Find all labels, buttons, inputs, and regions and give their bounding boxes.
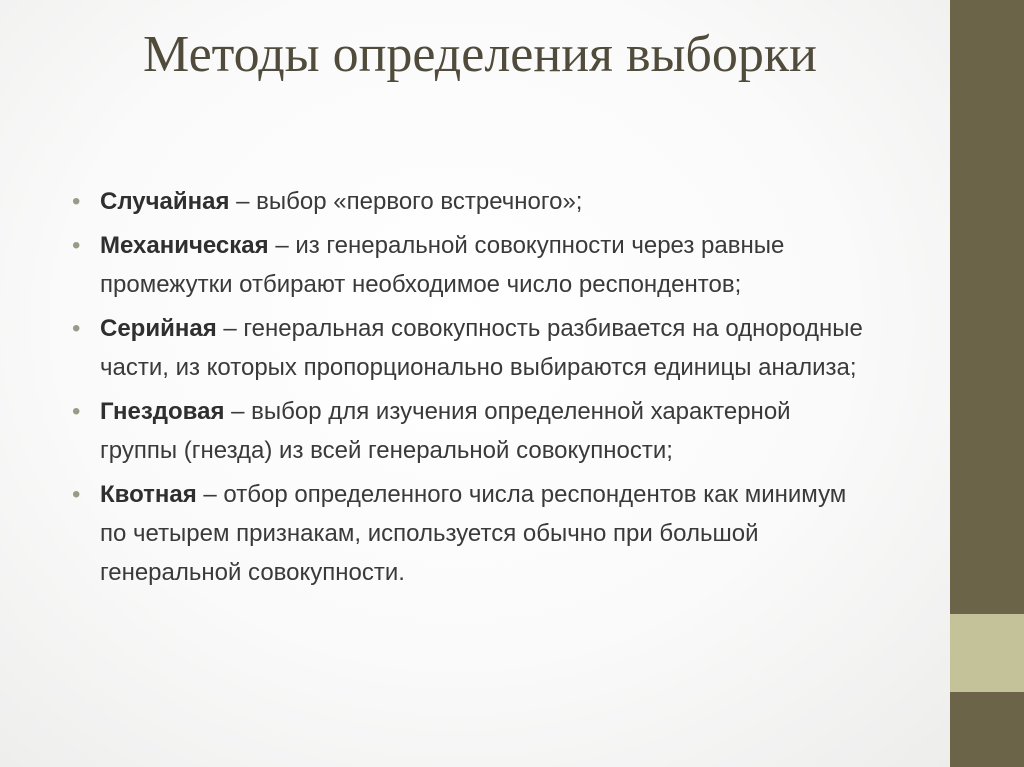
bullet-icon: • <box>72 188 81 215</box>
bullet-term: Квотная <box>100 481 197 508</box>
bullet-text: – выбор «первого встречного»; <box>229 188 583 215</box>
bullet-icon: • <box>72 398 81 425</box>
bullet-item-cluster <box>72 392 872 470</box>
bullet-item-serial <box>72 309 872 387</box>
decorative-sidebar <box>950 0 1024 767</box>
bullet-item-quota <box>72 475 872 592</box>
bullet-term: Механическая <box>100 232 269 259</box>
bullet-item-random <box>72 182 872 221</box>
bullet-text: – генеральная совокупность разбивается на однородные части, из которых пропорционально выбираются единицы анализа; <box>100 315 863 381</box>
bullet-icon: • <box>72 232 81 259</box>
bullet-term: Случайная <box>100 188 230 215</box>
decorative-sidebar-band <box>950 614 1024 692</box>
bullet-text: – отбор определенного числа респондентов как минимум по четырем признакам, используется обычно при большой генеральной совокупности. <box>100 481 847 586</box>
bullet-term: Серийная <box>100 315 217 342</box>
bullet-text: – выбор для изучения определенной характерной группы (гнезда) из всей генеральной совокупности; <box>100 398 791 464</box>
bullet-icon: • <box>72 315 81 342</box>
bullet-term: Гнездовая <box>100 398 225 425</box>
slide-title: Методы определения выборки <box>143 26 817 83</box>
bullet-item-mechanical <box>72 226 872 304</box>
bullet-text: – из генеральной совокупности через равные промежутки отбирают необходимое число респондентов; <box>100 232 785 298</box>
bullet-icon: • <box>72 481 81 508</box>
bullet-list <box>72 182 872 597</box>
